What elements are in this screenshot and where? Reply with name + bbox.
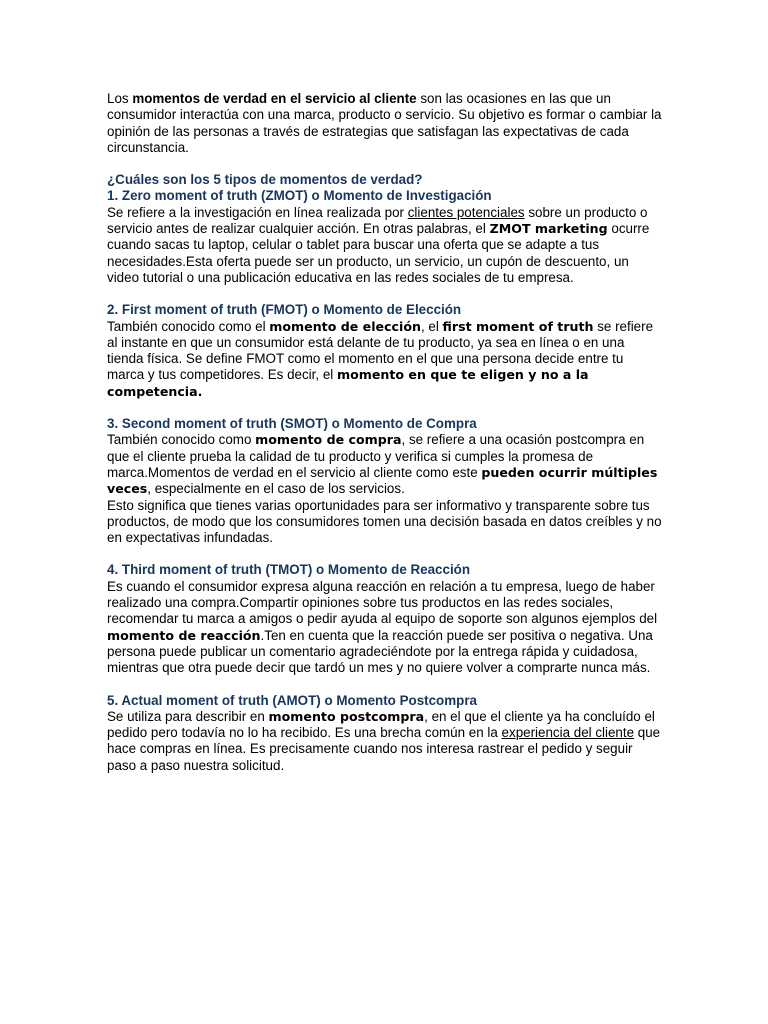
section-2-heading: 2. First moment of truth (FMOT) o Momento de Elección [107, 302, 462, 318]
section-5-bold: momento postcompra [268, 708, 425, 724]
section-3-text: También conocido como [107, 432, 256, 448]
section-3-text: , especialmente en el caso de los servicios. [147, 481, 405, 497]
section-2-text: , el [420, 318, 443, 334]
section-2-text: se refiere al instante en que un consumidor está delante de tu producto, ya sea en línea o en una tienda física. Se define FMOT como el momento en el que una persona decide entre tu marca y tus competidores. Es decir, el [107, 318, 654, 383]
section-3-paragraph [107, 432, 663, 497]
section-5-text: , en el que el cliente ya ha concluído el pedido pero todavía no lo ha recibido. Es una brecha común en la [107, 708, 655, 741]
intro-paragraph [107, 91, 663, 156]
section-4-paragraph [107, 579, 663, 677]
section-1-text: ocurre cuando sacas tu laptop, celular o tablet para buscar una oferta que se adapte a tus necesidades.Esta oferta puede ser un producto, un servicio, un cupón de descuento, un video tutorial o una publicación educativa en las redes sociales de tu empresa. [107, 221, 650, 285]
section-4-text: .Ten en cuenta que la reacción puede ser positiva o negativa. Una persona puede publicar un comentario agradeciéndote por la entrega rápida y cuidadosa, mientras que otra puede decir que tardó un mes y no quiere volver a comprarte nunca más. [107, 627, 653, 676]
section-1-paragraph [107, 205, 663, 286]
section-1-bold: ZMOT marketing [489, 221, 608, 237]
experiencia-del-cliente-link[interactable]: experiencia del cliente [501, 725, 635, 741]
section-2-bold: first moment of truth [442, 318, 594, 334]
section-3-text: , se refiere a una ocasión postcompra en que el cliente prueba la calidad de tu producto y verifica si cumples la promesa de marca.Momentos de verdad en el servicio al cliente como este [107, 432, 645, 480]
section-3-bold: pueden ocurrir múltiples veces [107, 464, 658, 497]
section-5-heading: 5. Actual moment of truth (AMOT) o Momento Postcompra [107, 692, 477, 708]
section-2-text: También conocido como el [107, 318, 270, 334]
section-1-text: sobre un producto o servicio antes de realizar cualquier acción. En otras palabras, el [107, 204, 648, 237]
section-4-bold: momento de reacción [107, 627, 261, 643]
section-3-bold: momento de compra [255, 432, 402, 448]
section-4-text: Es cuando el consumidor expresa alguna reacción en relación a tu empresa, luego de haber realizado una compra.Compartir opiniones sobre tus productos en las redes sociales, recomendar tu marca a amigos o pedir ayuda al equipo de soporte son algunos ejemplos del [107, 578, 658, 627]
section-2-bold: momento en que te eligen y no a la competencia. [107, 367, 589, 399]
intro-text: son las ocasiones en las que un consumidor interactúa con una marca, producto o servicio. Su objetivo es formar o cambiar la opinión de las personas a través de estrategias que satisfagan las expectativas de cada circunstancia. [107, 91, 662, 155]
question-heading: ¿Cuáles son los 5 tipos de momentos de verdad? [107, 172, 423, 188]
document-body [107, 91, 663, 774]
section-2-bold: momento de elección [269, 318, 421, 334]
intro-text: Los [107, 91, 133, 106]
section-3-paragraph-2: Esto significa que tienes varias oportunidades para ser informativo y transparente sobre tus productos, de modo que los consumidores tomen una decisión basada en datos creíbles y no en expectativas infundadas. [107, 497, 662, 546]
section-4-heading: 4. Third moment of truth (TMOT) o Momento de Reacción [107, 562, 471, 578]
section-2-paragraph [107, 319, 663, 400]
section-1-heading: 1. Zero moment of truth (ZMOT) o Momento de Investigación [107, 188, 492, 204]
section-5-paragraph [107, 709, 663, 774]
section-1-text: Se refiere a la investigación en línea realizada por [107, 204, 408, 220]
section-5-text: Se utiliza para describir en [107, 708, 269, 724]
intro-bold: momentos de verdad en el servicio al cliente [132, 91, 417, 106]
clientes-potenciales-link[interactable]: clientes potenciales [407, 204, 525, 220]
section-3-heading: 3. Second moment of truth (SMOT) o Momento de Compra [107, 416, 477, 432]
section-5-text: que hace compras en línea. Es precisamente cuando nos interesa rastrear el pedido y seguir paso a paso nuestra solicitud. [107, 725, 661, 773]
